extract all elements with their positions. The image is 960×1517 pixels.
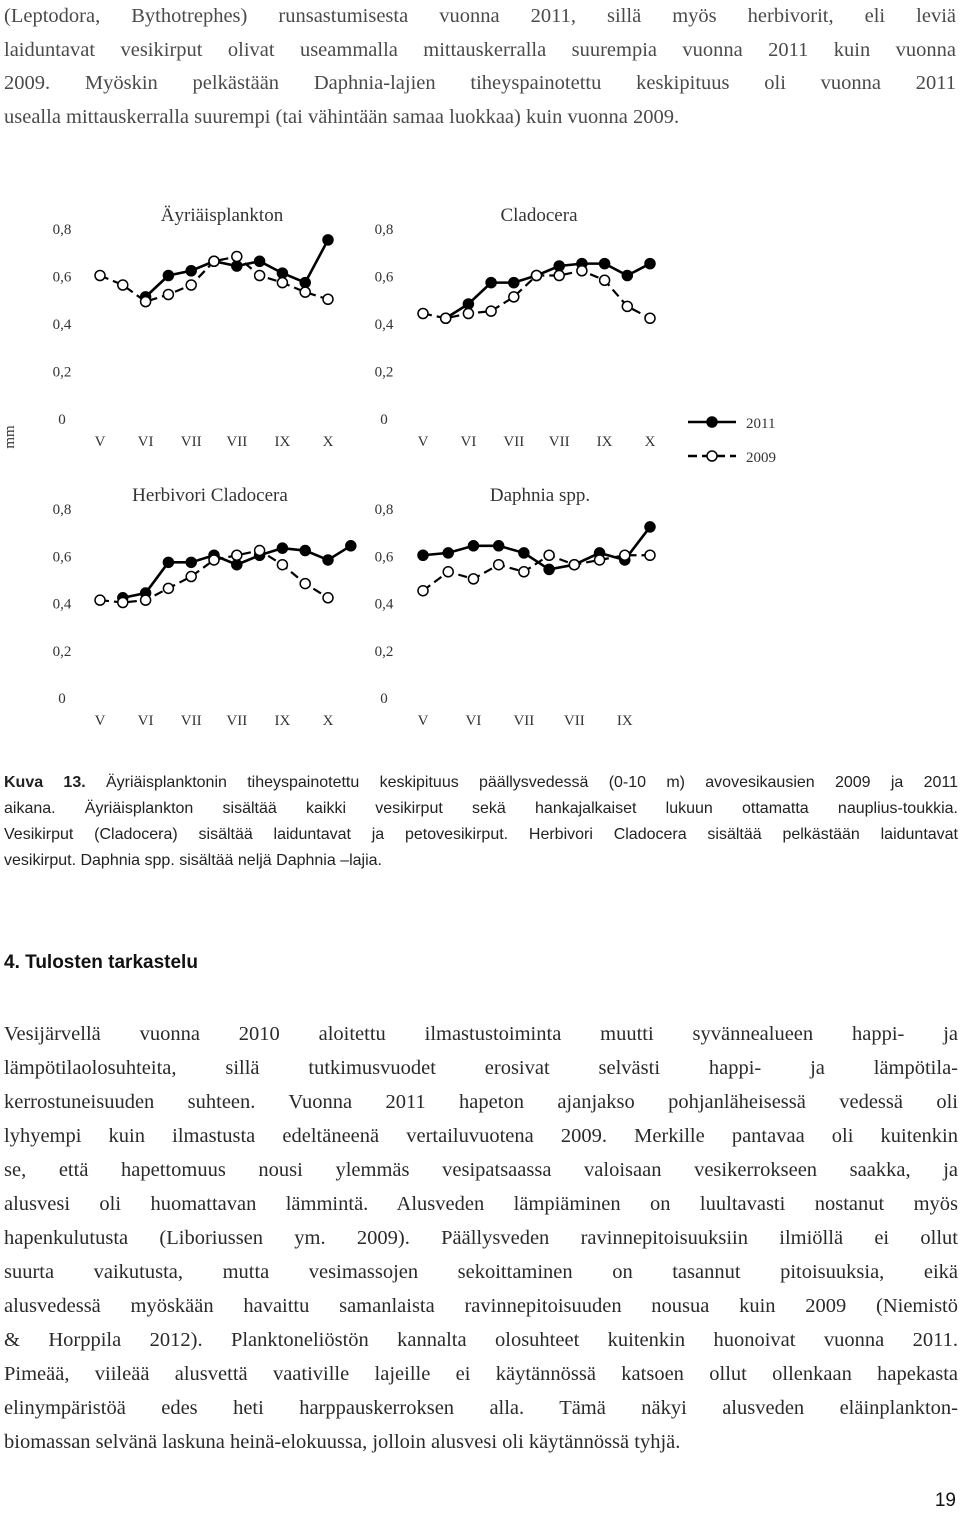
body-paragraph	[4, 1017, 958, 1459]
chart-title: Cladocera	[500, 205, 578, 226]
intro-line: usealla mittauskerralla suurempi (tai vähintään samaa luokkaa) kuin vuonna 2009.	[4, 105, 680, 128]
data-point-2009	[519, 567, 529, 577]
legend	[688, 416, 776, 466]
data-point-2011	[443, 548, 453, 558]
data-point-2009	[186, 572, 196, 582]
data-point-2009	[209, 256, 219, 266]
y-tick-label: 0,8	[374, 222, 394, 238]
y-tick-label: 0,4	[374, 317, 394, 333]
data-point-2009	[418, 309, 428, 319]
y-tick-label: 0,6	[52, 549, 72, 566]
data-point-2009	[118, 280, 128, 290]
legend-marker-2011	[707, 417, 717, 427]
data-point-2009	[494, 560, 504, 570]
data-point-2011	[232, 261, 242, 271]
y-tick-label: 0,2	[374, 364, 394, 381]
body-line: se, että hapettomuus nousi ylemmäs vesipatsaassa valoisaan vesikerrokseen saakka, ja	[4, 1159, 958, 1181]
data-point-2009	[323, 593, 333, 603]
data-point-2009	[544, 550, 554, 560]
body-line: elinympäristöä edes heti harppauskerroksen alla. Tämä näkyi alusveden eläinplankton-	[4, 1397, 958, 1419]
data-point-2009	[554, 271, 564, 281]
y-tick-label: 0,2	[52, 643, 72, 660]
y-tick-label: 0	[58, 691, 66, 707]
body-line: kerrostuneisuuden suhteen. Vuonna 2011 hapeton ajanjakso pohjanläheisessä vedessä oli	[4, 1091, 958, 1113]
y-tick-label: 0,4	[374, 596, 394, 613]
y-tick-label: 0,6	[374, 549, 394, 566]
x-tick-label: VII	[503, 434, 525, 450]
chart-panel	[53, 205, 336, 450]
intro-line: 2009. Myöskin pelkästään Daphnia-lajien tiheyspainotettu keskipituus oli vuonna 2011	[4, 72, 956, 94]
data-point-2009	[443, 567, 453, 577]
chart-title: Äyriäisplankton	[160, 205, 284, 226]
page-number: 19	[934, 1490, 956, 1511]
x-tick-label: VI	[137, 434, 154, 450]
figure-caption	[4, 770, 958, 874]
x-tick-label: VII	[226, 713, 248, 729]
data-point-2009	[141, 595, 151, 605]
data-point-2009	[468, 574, 478, 584]
y-tick-label: 0,6	[374, 269, 394, 286]
body-line: suurta vaikutusta, mutta vesimassojen sekoittaminen on tasannut pitoisuuksia, eikä	[4, 1261, 958, 1283]
y-tick-label: 0	[380, 412, 388, 428]
figure-13	[0, 170, 960, 750]
caption-line: Äyriäisplanktonin tiheyspainotettu keskipituus päällysvedessä (0-10 m) avovesikausien 2009 ja 2011	[105, 774, 958, 791]
data-point-2011	[645, 522, 655, 532]
data-point-2009	[255, 546, 265, 556]
y-tick-label: 0,8	[52, 502, 72, 518]
x-tick-label: IX	[274, 434, 291, 450]
caption-line: vesikirput. Daphnia spp. sisältää neljä Daphnia –lajia.	[4, 852, 382, 869]
data-point-2009	[277, 278, 287, 288]
x-tick-label: VII	[180, 434, 202, 450]
caption-line: Vesikirput (Cladocera) sisältää laiduntavat ja petovesikirput. Herbivori Cladocera sisältää pelkästään laiduntavat	[4, 826, 958, 843]
y-axis-label: mm	[2, 425, 18, 449]
data-point-2009	[95, 595, 105, 605]
data-point-2011	[519, 548, 529, 558]
y-tick-label: 0,8	[52, 222, 72, 238]
data-point-2011	[186, 266, 196, 276]
x-tick-label: X	[322, 434, 334, 450]
intro-line: laiduntavat vesikirput olivat useammalla mittauskerralla suurempia vuonna 2011 kuin vuonna	[4, 38, 956, 61]
y-tick-label: 0,8	[374, 502, 394, 518]
x-tick-label: VII	[180, 713, 202, 729]
y-tick-label: 0,2	[374, 643, 394, 660]
data-point-2009	[95, 271, 105, 281]
x-tick-label: X	[322, 713, 334, 729]
x-tick-label: IX	[274, 713, 291, 729]
data-point-2009	[595, 555, 605, 565]
x-tick-label: VII	[226, 434, 248, 450]
data-point-2011	[554, 261, 564, 271]
data-point-2011	[463, 299, 473, 309]
x-tick-label: X	[644, 434, 656, 450]
x-tick-label: V	[417, 713, 429, 729]
data-point-2009	[186, 280, 196, 290]
x-tick-label: VI	[137, 713, 154, 729]
data-point-2009	[209, 555, 219, 565]
data-point-2011	[418, 550, 428, 560]
body-line: Pimeää, viileää alusvettä vaativille lajeille ei käytännössä katsoen ollut ollenkaan hapekasta	[4, 1363, 958, 1385]
data-point-2011	[509, 278, 519, 288]
data-point-2009	[645, 313, 655, 323]
chart-panel	[375, 205, 658, 450]
data-point-2011	[468, 541, 478, 551]
data-point-2009	[141, 297, 151, 307]
chart-title: Daphnia spp.	[489, 485, 591, 506]
caption-label: Kuva 13.	[4, 774, 86, 791]
body-line: Vesijärvellä vuonna 2010 aloitettu ilmastustoiminta muutti syvännealueen happi- ja	[4, 1023, 958, 1045]
legend-marker-2009	[707, 451, 717, 461]
data-point-2009	[463, 309, 473, 319]
data-point-2009	[486, 306, 496, 316]
x-tick-label: VI	[460, 434, 477, 450]
data-point-2009	[577, 266, 587, 276]
data-point-2011	[232, 560, 242, 570]
body-line: lämpötilaolosuhteita, sillä tutkimusvuodet erosivat selvästi happi- ja lämpötila-	[4, 1057, 958, 1079]
data-point-2009	[118, 598, 128, 608]
data-point-2011	[346, 541, 356, 551]
data-point-2011	[323, 555, 333, 565]
x-tick-label: IX	[616, 713, 633, 729]
data-point-2009	[255, 271, 265, 281]
data-point-2009	[300, 579, 310, 589]
chart-panel	[375, 485, 658, 729]
data-point-2009	[418, 586, 428, 596]
chart-title: Herbivori Cladocera	[132, 485, 288, 506]
body-line: biomassan selvänä laskuna heinä-elokuussa, jolloin alusvesi oli käytännössä tyhjä.	[4, 1431, 681, 1453]
data-point-2009	[232, 252, 242, 262]
x-tick-label: V	[94, 434, 106, 450]
data-point-2009	[569, 560, 579, 570]
x-tick-label: V	[94, 713, 106, 729]
data-point-2009	[441, 313, 451, 323]
data-point-2011	[163, 557, 173, 567]
data-point-2011	[622, 271, 632, 281]
x-tick-label: VII	[513, 713, 535, 729]
y-tick-label: 0,4	[52, 596, 72, 613]
chart-panel	[53, 485, 356, 729]
body-line: & Horppila 2012). Planktoneliöstön kannalta olosuhteet kuitenkin huonoivat vuonna 2011.	[4, 1329, 958, 1351]
legend-label: 2011	[746, 416, 776, 432]
y-tick-label: 0,6	[52, 269, 72, 286]
data-point-2011	[277, 543, 287, 553]
data-point-2009	[277, 560, 287, 570]
data-point-2011	[544, 564, 554, 574]
section-heading: 4. Tulosten tarkastelu	[4, 952, 198, 973]
data-point-2009	[232, 550, 242, 560]
data-point-2009	[600, 275, 610, 285]
data-point-2011	[300, 278, 310, 288]
x-tick-label: IX	[596, 434, 613, 450]
data-point-2009	[620, 550, 630, 560]
data-point-2009	[163, 583, 173, 593]
data-point-2009	[622, 301, 632, 311]
series-line-2011	[446, 264, 650, 319]
caption-line: aikana. Äyriäisplankton sisältää kaikki vesikirput sekä hankajalkaiset lukuun ottamatta nauplius-toukkia.	[4, 800, 958, 817]
data-point-2009	[509, 292, 519, 302]
data-point-2011	[255, 256, 265, 266]
data-point-2011	[486, 278, 496, 288]
intro-paragraph	[4, 0, 956, 134]
data-point-2011	[186, 557, 196, 567]
data-point-2011	[323, 235, 333, 245]
intro-line: (Leptodora, Bythotrephes) runsastumisesta vuonna 2011, sillä myös herbivorit, eli leviä	[4, 5, 956, 27]
body-line: alusvedessä myöskään havaittu samanlaista ravinnepitoisuuden nousua kuin 2009 (Niemistö	[4, 1295, 958, 1317]
x-tick-label: V	[417, 434, 429, 450]
data-point-2011	[494, 541, 504, 551]
data-point-2011	[277, 268, 287, 278]
x-tick-label: VI	[465, 713, 482, 729]
legend-label: 2009	[746, 450, 776, 466]
data-point-2009	[163, 290, 173, 300]
data-point-2009	[532, 271, 542, 281]
y-tick-label: 0,4	[52, 317, 72, 333]
data-point-2009	[323, 294, 333, 304]
data-point-2011	[300, 546, 310, 556]
y-tick-label: 0,2	[52, 364, 72, 381]
data-point-2011	[163, 271, 173, 281]
data-point-2011	[645, 259, 655, 269]
body-line: alusvesi oli huomattavan lämmintä. Alusveden lämpiäminen on luultavasti nostanut myös	[4, 1193, 958, 1215]
data-point-2009	[300, 287, 310, 297]
data-point-2009	[645, 550, 655, 560]
x-tick-label: VII	[548, 434, 570, 450]
y-tick-label: 0	[380, 691, 388, 707]
data-point-2011	[600, 259, 610, 269]
x-tick-label: VII	[563, 713, 585, 729]
body-line: hapenkulutusta (Liboriussen ym. 2009). Päällysveden ravinnepitoisuuksiin ilmiöllä ei ollut	[4, 1227, 958, 1249]
y-tick-label: 0	[58, 412, 66, 428]
body-line: lyhyempi kuin ilmastusta edeltäneenä vertailuvuotena 2009. Merkille pantavaa oli kuitenkin	[4, 1125, 958, 1147]
